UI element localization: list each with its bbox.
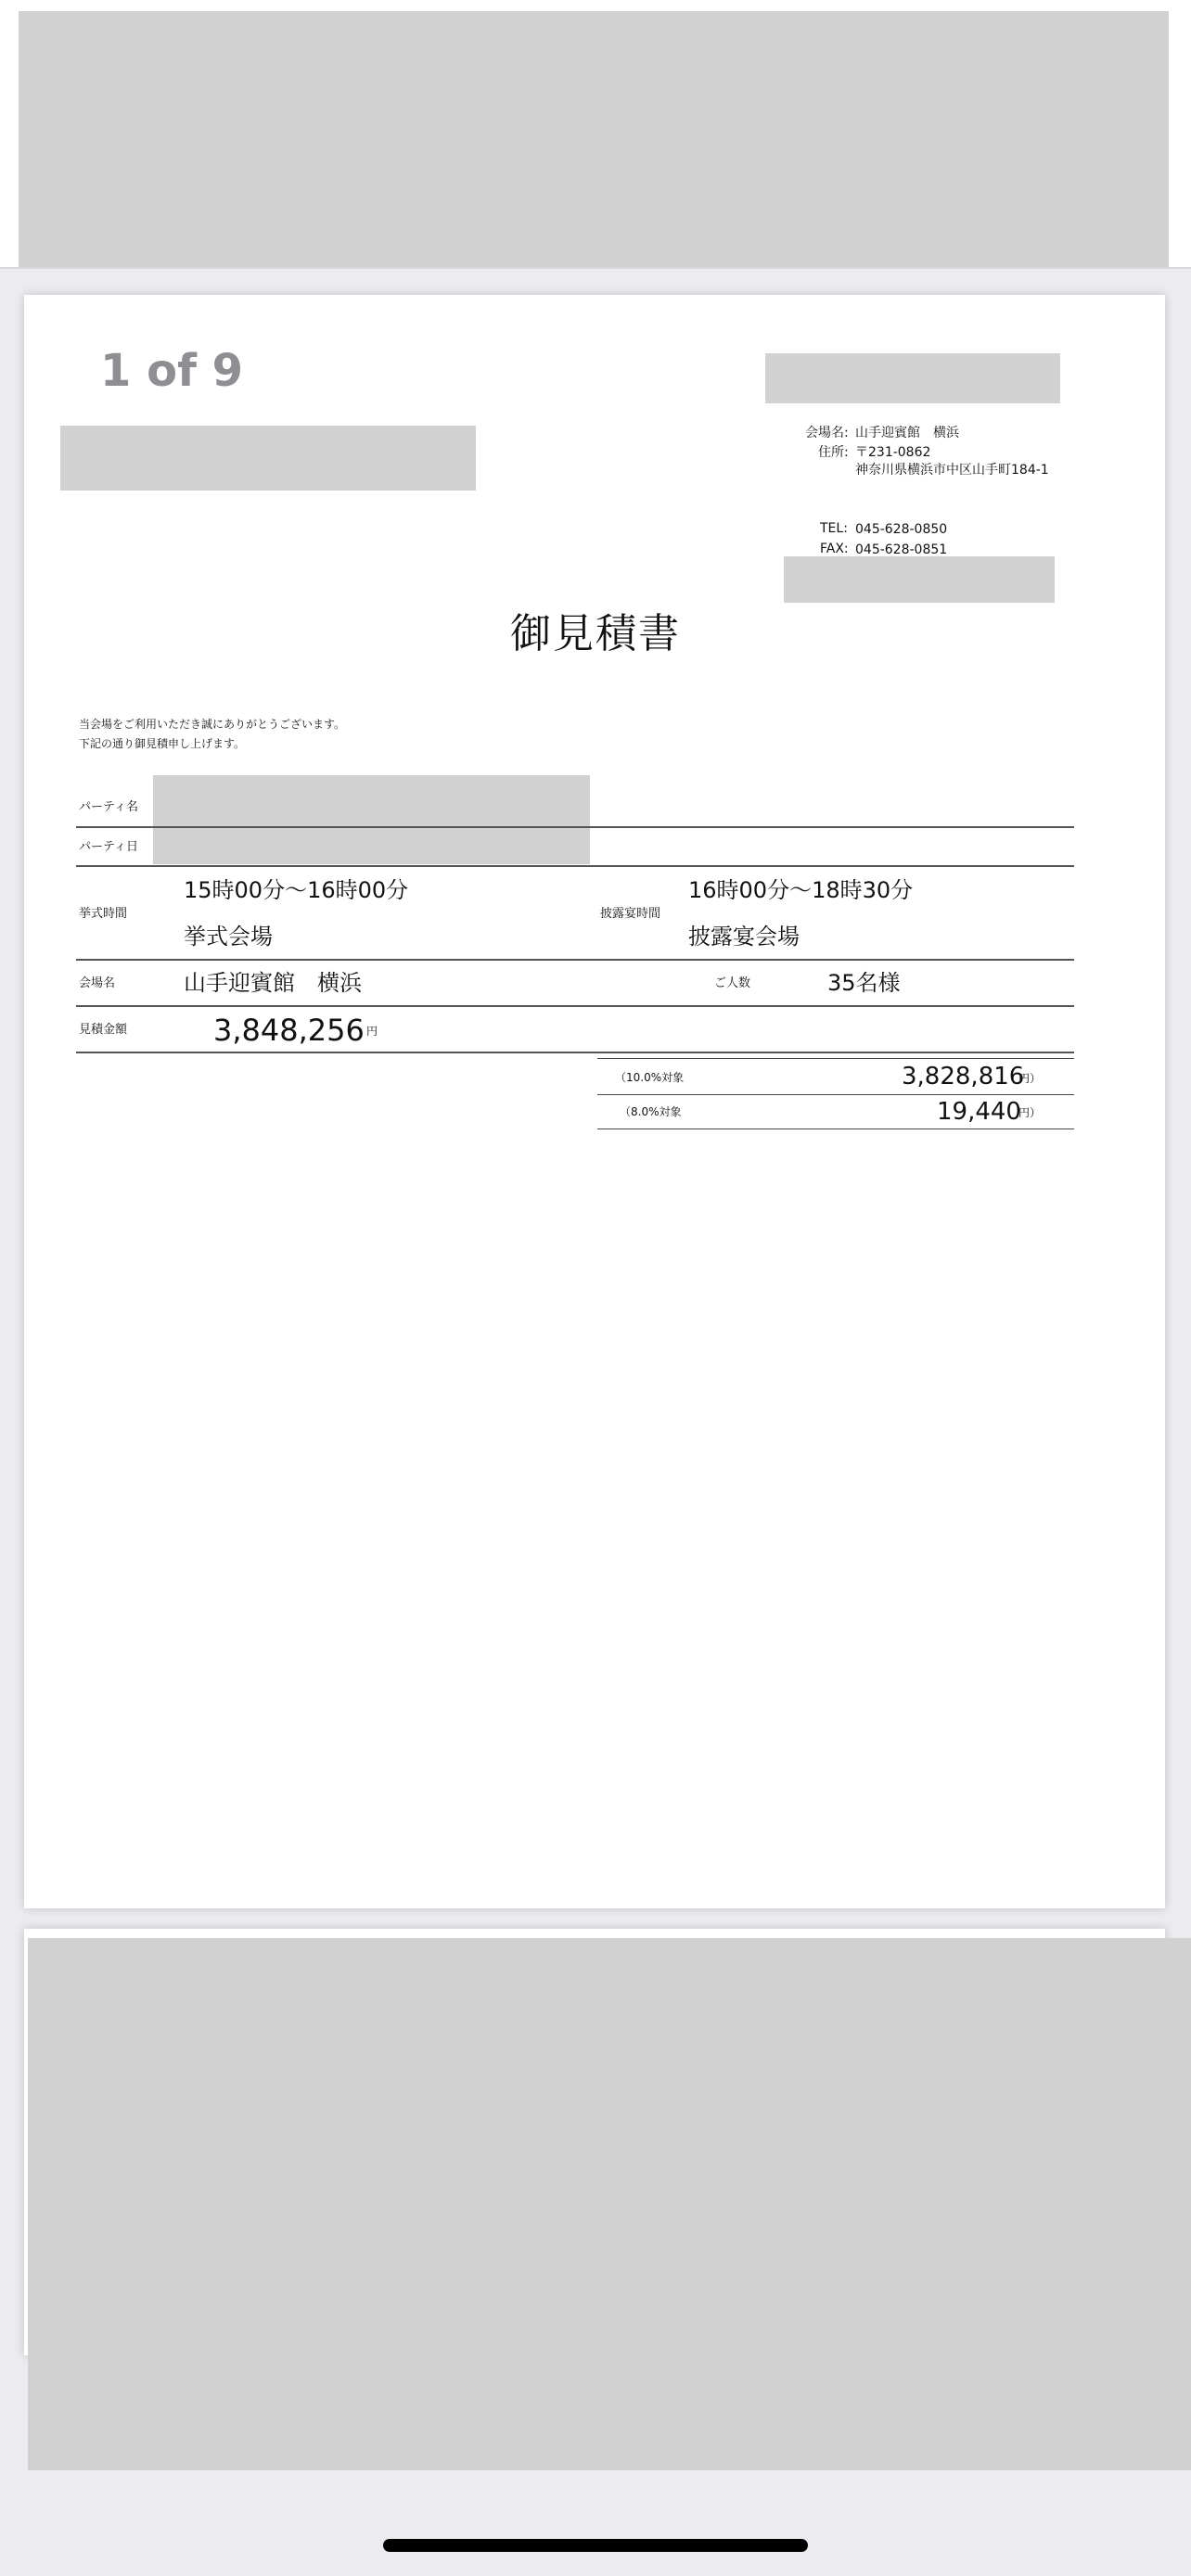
tel-label: TEL:: [820, 521, 848, 536]
tax-divider: [597, 1094, 1074, 1095]
ceremony-time: 15時00分～16時00分: [184, 877, 409, 903]
redacted-stamp: [784, 556, 1055, 603]
tax-10-amount: 3,828,816: [902, 1063, 1025, 1090]
tax-10-unit: 円）: [1018, 1072, 1042, 1085]
ceremony-time-label: 挙式時間: [79, 907, 128, 921]
redacted-next-page: [28, 1938, 1191, 2470]
estimate-label: 見積金額: [79, 1023, 128, 1037]
tel-number: 045-628-0850: [855, 522, 948, 537]
row-divider: [76, 1052, 1074, 1053]
venue-label: 会場名:: [805, 426, 849, 440]
ceremony-place: 挙式会場: [184, 924, 273, 950]
tax-10-label: （10.0%対象: [615, 1071, 685, 1084]
page-separator: [0, 267, 1191, 269]
estimate-unit: 円: [366, 1025, 378, 1038]
reception-time: 16時00分～18時30分: [688, 877, 914, 903]
reception-place: 披露宴会場: [688, 924, 800, 950]
guests-label: ご人数: [714, 976, 751, 990]
row-divider: [76, 865, 1074, 867]
estimate-amount: 3,848,256: [213, 1013, 365, 1048]
fax-label: FAX:: [820, 542, 849, 556]
row-divider: [76, 959, 1074, 961]
redacted-previous-page: [19, 11, 1169, 267]
home-indicator[interactable]: [383, 2539, 808, 2552]
redacted-party-info: [153, 775, 590, 864]
party-date-label: パーティ日: [79, 840, 138, 854]
venue-row-value: 山手迎賓館 横浜: [184, 970, 362, 996]
page-indicator: 1 of 9: [100, 345, 244, 397]
greeting-line-2: 下記の通り御見積申し上げます。: [79, 737, 246, 750]
party-name-label: パーティ名: [79, 800, 138, 814]
reception-time-label: 披露宴時間: [600, 907, 661, 921]
venue-name: 山手迎賓館 横浜: [855, 426, 959, 440]
tax-8-unit: 円）: [1018, 1106, 1042, 1119]
redacted-recipient: [60, 426, 476, 491]
address: 神奈川県横浜市中区山手町184-1: [855, 463, 1049, 478]
row-divider: [76, 1005, 1074, 1007]
guests-value: 35名様: [827, 970, 901, 996]
greeting-line-1: 当会場をご利用いただき誠にありがとうございます。: [79, 718, 346, 731]
tax-8-label: （8.0%対象: [620, 1105, 682, 1118]
row-divider: [76, 826, 1074, 828]
tax-divider: [597, 1058, 1074, 1059]
venue-row-label: 会場名: [79, 976, 116, 990]
redacted-logo: [765, 353, 1060, 403]
tax-8-amount: 19,440: [937, 1098, 1021, 1126]
address-label: 住所:: [818, 445, 849, 460]
document-title: 御見積書: [510, 610, 681, 657]
fax-number: 045-628-0851: [855, 542, 948, 557]
postal-code: 〒231-0862: [855, 445, 931, 460]
